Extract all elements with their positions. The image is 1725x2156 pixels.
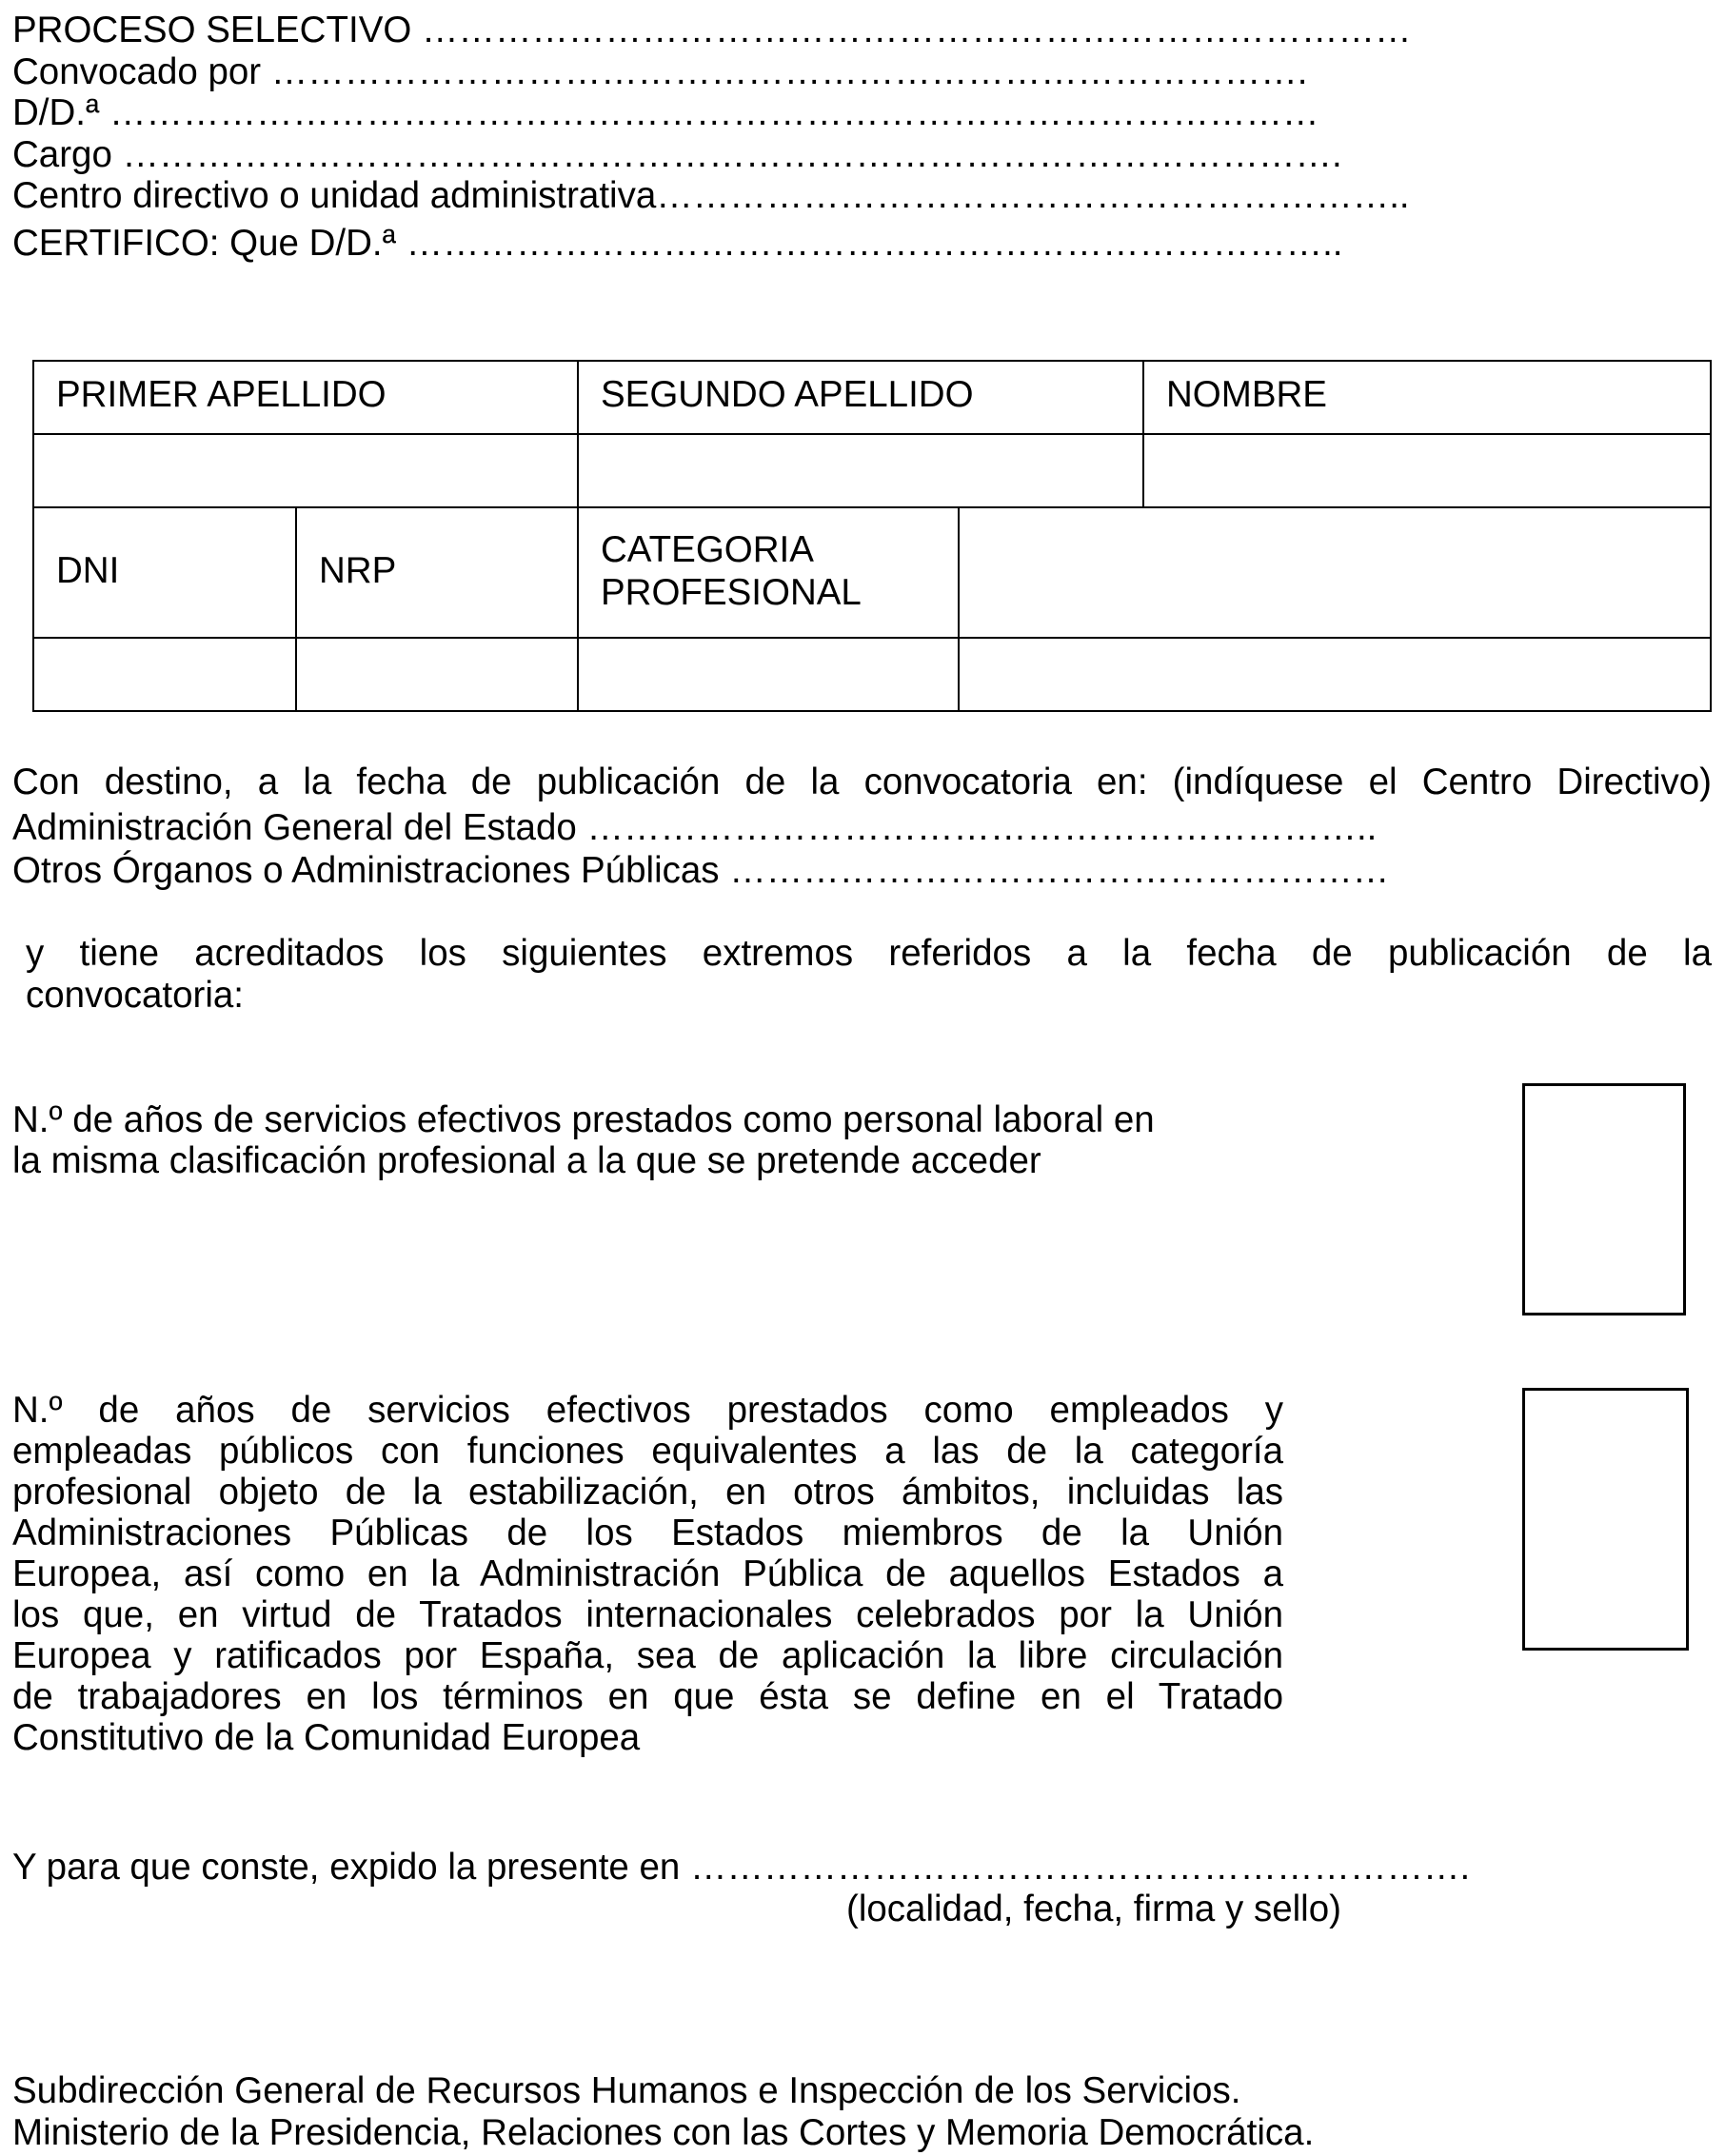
item1-line2: la misma clasificación profesional a la que se pretende acceder [12,1140,1041,1181]
item2-line: empleadas públicos con funciones equivalentes a las de la categoría [12,1431,1283,1472]
item2-line: Europea, así como en la Administración Pública de aquellos Estados a [12,1553,1283,1594]
certifico-line: CERTIFICO: Que D/D.ª ………………………………………………………………….. [12,223,1343,264]
localidad-fecha-firma-sello: (localidad, fecha, firma y sello) [846,1889,1341,1929]
nombre-field[interactable] [1144,435,1710,506]
table-border-top [32,360,1712,362]
nrp-header: NRP [319,550,397,591]
acreditados-line1: y tiene acreditados los siguientes extremos referidos a la fecha de publicación de la [26,933,1712,974]
categoria-header-line2: PROFESIONAL [601,572,862,613]
primer-apellido-header: PRIMER APELLIDO [56,374,387,415]
nrp-field[interactable] [297,639,577,710]
item1-line1: N.º de años de servicios efectivos prestados como personal laboral en [12,1099,1155,1140]
table-border-right [1710,360,1712,712]
age-line: Administración General del Estado ……………………………………………………….. [12,807,1378,848]
footer-subdireccion: Subdirección General de Recursos Humanos e Inspección de los Servicios. [12,2070,1241,2111]
footer-ministerio: Ministerio de la Presidencia, Relaciones con las Cortes y Memoria Democrática. [12,2112,1315,2153]
item2-line: Administraciones Públicas de los Estados miembros de la Unión [12,1513,1283,1553]
item2-line: Constitutivo de la Comunidad Europea [12,1717,641,1758]
item2-line: N.º de años de servicios efectivos prestados como empleados y [12,1390,1283,1431]
centro-directivo-line: Centro directivo o unidad administrativa…………………………………………………….. [12,175,1410,216]
cargo-line: Cargo ………………………………………………………………………………………. [12,134,1342,175]
destino-intro: Con destino, a la fecha de publicación de la convocatoria en: (indíquese el Centro Directivo) [12,762,1712,802]
proceso-selectivo-line: PROCESO SELECTIVO ……………………………………………………………………… [12,10,1412,50]
item2-line: profesional objeto de la estabilización, en otros ámbitos, incluidas las [12,1472,1283,1513]
convocado-por-line: Convocado por …………………………………………………………………………. [12,51,1308,92]
nombre-header: NOMBRE [1166,374,1327,415]
item2-years-box[interactable] [1522,1388,1689,1651]
categoria-field[interactable] [579,639,958,710]
dni-field[interactable] [34,639,295,710]
expido-line: Y para que conste, expido la presente en ………………………………………………………. [12,1847,1471,1888]
item1-years-box[interactable] [1522,1083,1686,1315]
segundo-apellido-header: SEGUNDO APELLIDO [601,374,974,415]
item2-line: Europea y ratificados por España, sea de aplicación la libre circulación [12,1635,1283,1676]
otros-organos-line: Otros Órganos o Administraciones Públicas ……………………………………………… [12,850,1390,891]
extra-field[interactable] [960,508,1710,710]
item2-paragraph [12,1390,1283,1758]
primer-apellido-field[interactable] [34,435,577,506]
acreditados-line2: convocatoria: [26,975,244,1016]
table-border-bottom [32,710,1712,712]
segundo-apellido-field[interactable] [579,435,1142,506]
item2-line: los que, en virtud de Tratados internacionales celebrados por la Unión [12,1594,1283,1635]
categoria-header-line1: CATEGORIA [601,529,814,570]
item2-line: de trabajadores en los términos en que ésta se define en el Tratado [12,1676,1283,1717]
dda-line: D/D.ª ……………………………………………………………………………………… [12,92,1319,133]
dni-header: DNI [56,550,120,591]
